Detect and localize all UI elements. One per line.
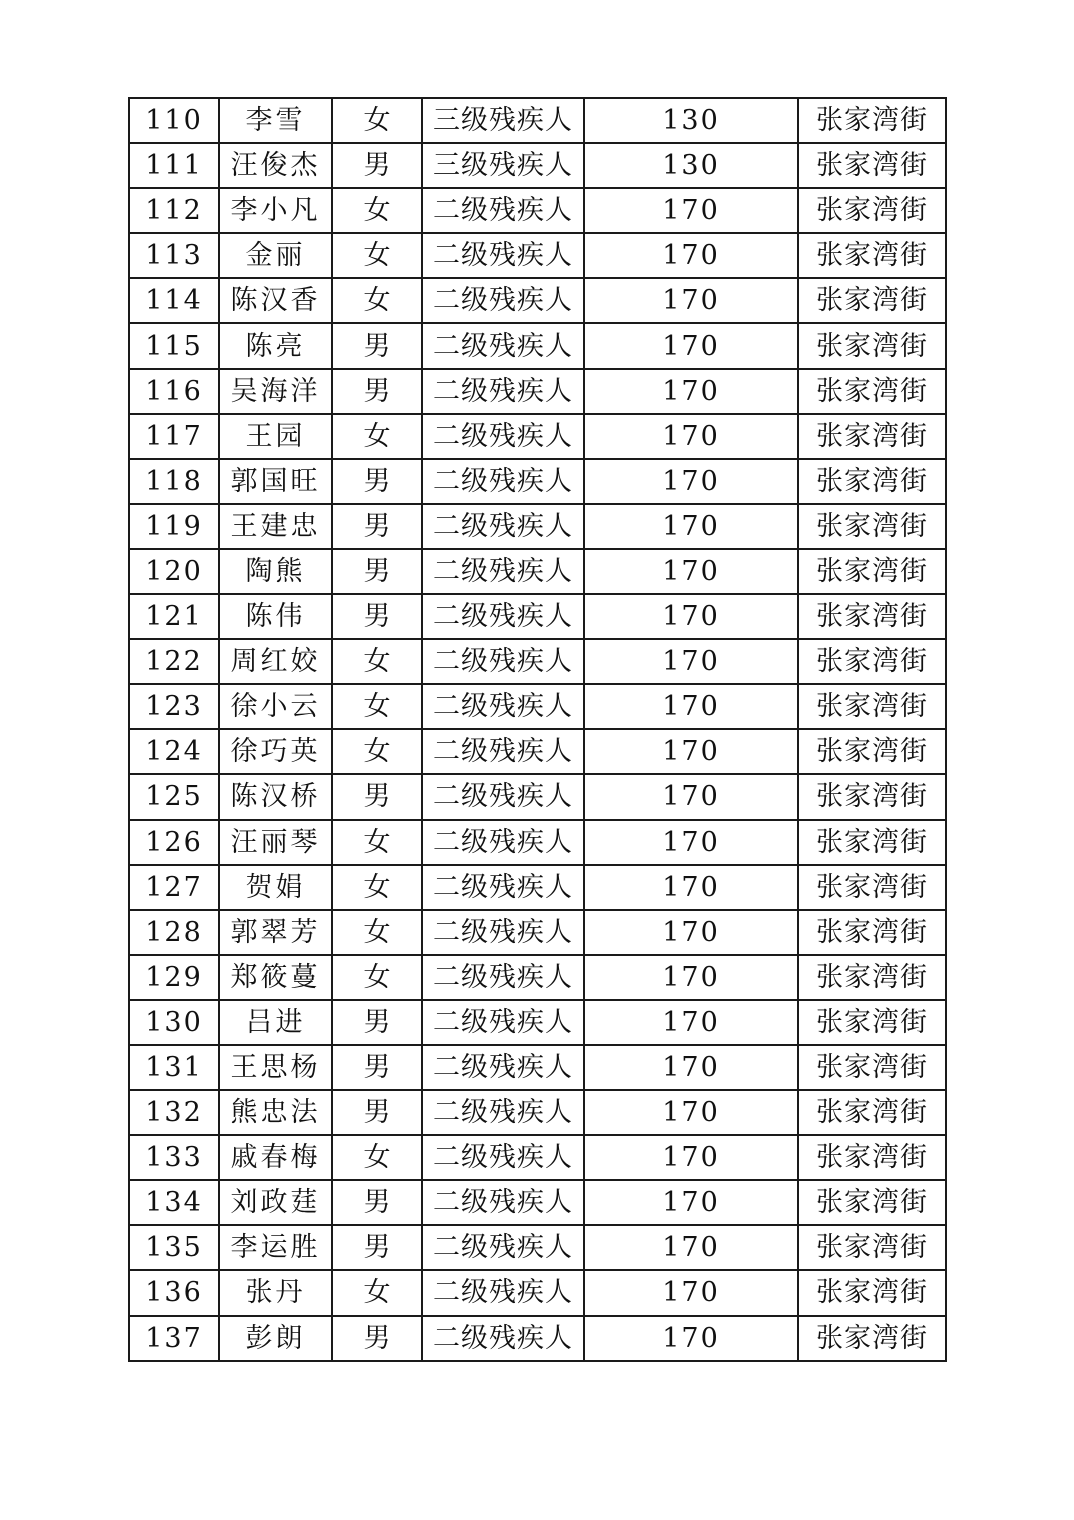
cell-street: 张家湾街 bbox=[798, 369, 946, 414]
cell-name: 郑筱蔓 bbox=[219, 955, 332, 1000]
cell-amount: 170 bbox=[584, 594, 798, 639]
cell-name: 金丽 bbox=[219, 233, 332, 278]
cell-gender: 男 bbox=[332, 1180, 422, 1225]
cell-gender: 男 bbox=[332, 1000, 422, 1045]
cell-amount: 170 bbox=[584, 414, 798, 459]
cell-gender: 男 bbox=[332, 594, 422, 639]
cell-number: 127 bbox=[129, 865, 219, 910]
cell-street: 张家湾街 bbox=[798, 143, 946, 188]
cell-amount: 170 bbox=[584, 774, 798, 819]
cell-street: 张家湾街 bbox=[798, 1045, 946, 1090]
cell-disability-level: 二级残疾人 bbox=[422, 459, 584, 504]
cell-name: 陈汉桥 bbox=[219, 774, 332, 819]
cell-disability-level: 二级残疾人 bbox=[422, 820, 584, 865]
cell-gender: 男 bbox=[332, 549, 422, 594]
cell-name: 吕进 bbox=[219, 1000, 332, 1045]
cell-street: 张家湾街 bbox=[798, 1090, 946, 1135]
cell-street: 张家湾街 bbox=[798, 684, 946, 729]
cell-street: 张家湾街 bbox=[798, 955, 946, 1000]
cell-amount: 170 bbox=[584, 549, 798, 594]
cell-amount: 170 bbox=[584, 369, 798, 414]
cell-disability-level: 二级残疾人 bbox=[422, 1180, 584, 1225]
cell-name: 徐小云 bbox=[219, 684, 332, 729]
table-row bbox=[129, 323, 946, 368]
cell-gender: 男 bbox=[332, 1225, 422, 1270]
cell-disability-level: 二级残疾人 bbox=[422, 729, 584, 774]
cell-gender: 女 bbox=[332, 639, 422, 684]
cell-number: 129 bbox=[129, 955, 219, 1000]
cell-amount: 170 bbox=[584, 1045, 798, 1090]
cell-amount: 170 bbox=[584, 820, 798, 865]
cell-number: 118 bbox=[129, 459, 219, 504]
cell-amount: 170 bbox=[584, 1090, 798, 1135]
table-row bbox=[129, 98, 946, 143]
table-row bbox=[129, 233, 946, 278]
cell-amount: 170 bbox=[584, 639, 798, 684]
cell-name: 陈汉香 bbox=[219, 278, 332, 323]
cell-number: 115 bbox=[129, 323, 219, 368]
cell-disability-level: 二级残疾人 bbox=[422, 865, 584, 910]
table-body bbox=[129, 98, 946, 1361]
cell-amount: 170 bbox=[584, 955, 798, 1000]
cell-gender: 男 bbox=[332, 323, 422, 368]
cell-number: 116 bbox=[129, 369, 219, 414]
cell-disability-level: 二级残疾人 bbox=[422, 774, 584, 819]
cell-street: 张家湾街 bbox=[798, 865, 946, 910]
cell-gender: 男 bbox=[332, 1316, 422, 1361]
table-row bbox=[129, 1045, 946, 1090]
table-row bbox=[129, 1090, 946, 1135]
cell-name: 郭国旺 bbox=[219, 459, 332, 504]
cell-amount: 170 bbox=[584, 729, 798, 774]
cell-name: 周红姣 bbox=[219, 639, 332, 684]
cell-number: 133 bbox=[129, 1135, 219, 1180]
cell-number: 126 bbox=[129, 820, 219, 865]
cell-disability-level: 二级残疾人 bbox=[422, 1045, 584, 1090]
cell-gender: 女 bbox=[332, 1135, 422, 1180]
cell-amount: 170 bbox=[584, 1000, 798, 1045]
cell-gender: 女 bbox=[332, 910, 422, 955]
table-row bbox=[129, 1135, 946, 1180]
cell-gender: 男 bbox=[332, 1045, 422, 1090]
cell-name: 张丹 bbox=[219, 1270, 332, 1315]
cell-amount: 170 bbox=[584, 1135, 798, 1180]
cell-street: 张家湾街 bbox=[798, 414, 946, 459]
cell-disability-level: 二级残疾人 bbox=[422, 1316, 584, 1361]
table-row bbox=[129, 729, 946, 774]
cell-disability-level: 二级残疾人 bbox=[422, 910, 584, 955]
cell-gender: 男 bbox=[332, 774, 422, 819]
cell-gender: 女 bbox=[332, 233, 422, 278]
cell-number: 137 bbox=[129, 1316, 219, 1361]
table-row bbox=[129, 143, 946, 188]
cell-amount: 170 bbox=[584, 1316, 798, 1361]
table-row bbox=[129, 369, 946, 414]
cell-disability-level: 二级残疾人 bbox=[422, 369, 584, 414]
cell-gender: 女 bbox=[332, 278, 422, 323]
cell-disability-level: 二级残疾人 bbox=[422, 549, 584, 594]
cell-disability-level: 二级残疾人 bbox=[422, 639, 584, 684]
cell-number: 124 bbox=[129, 729, 219, 774]
cell-number: 113 bbox=[129, 233, 219, 278]
cell-amount: 130 bbox=[584, 143, 798, 188]
cell-name: 汪丽琴 bbox=[219, 820, 332, 865]
cell-amount: 170 bbox=[584, 1225, 798, 1270]
cell-street: 张家湾街 bbox=[798, 188, 946, 233]
cell-street: 张家湾街 bbox=[798, 1135, 946, 1180]
cell-disability-level: 二级残疾人 bbox=[422, 233, 584, 278]
cell-disability-level: 二级残疾人 bbox=[422, 1270, 584, 1315]
cell-name: 彭朗 bbox=[219, 1316, 332, 1361]
cell-amount: 170 bbox=[584, 1180, 798, 1225]
cell-number: 121 bbox=[129, 594, 219, 639]
cell-number: 130 bbox=[129, 1000, 219, 1045]
table-row bbox=[129, 459, 946, 504]
table-row bbox=[129, 684, 946, 729]
cell-amount: 170 bbox=[584, 684, 798, 729]
table-row bbox=[129, 1225, 946, 1270]
cell-number: 110 bbox=[129, 98, 219, 143]
cell-gender: 男 bbox=[332, 459, 422, 504]
cell-gender: 男 bbox=[332, 369, 422, 414]
cell-name: 李运胜 bbox=[219, 1225, 332, 1270]
cell-disability-level: 二级残疾人 bbox=[422, 278, 584, 323]
table-row bbox=[129, 504, 946, 549]
cell-gender: 女 bbox=[332, 414, 422, 459]
cell-street: 张家湾街 bbox=[798, 1270, 946, 1315]
cell-name: 王建忠 bbox=[219, 504, 332, 549]
cell-amount: 170 bbox=[584, 459, 798, 504]
cell-street: 张家湾街 bbox=[798, 729, 946, 774]
cell-street: 张家湾街 bbox=[798, 98, 946, 143]
cell-disability-level: 二级残疾人 bbox=[422, 1000, 584, 1045]
cell-street: 张家湾街 bbox=[798, 639, 946, 684]
cell-amount: 170 bbox=[584, 865, 798, 910]
cell-amount: 170 bbox=[584, 910, 798, 955]
cell-number: 117 bbox=[129, 414, 219, 459]
cell-name: 李雪 bbox=[219, 98, 332, 143]
cell-street: 张家湾街 bbox=[798, 910, 946, 955]
cell-gender: 女 bbox=[332, 98, 422, 143]
cell-name: 熊忠法 bbox=[219, 1090, 332, 1135]
cell-amount: 170 bbox=[584, 1270, 798, 1315]
cell-street: 张家湾街 bbox=[798, 1000, 946, 1045]
cell-street: 张家湾街 bbox=[798, 1316, 946, 1361]
cell-number: 131 bbox=[129, 1045, 219, 1090]
cell-disability-level: 二级残疾人 bbox=[422, 323, 584, 368]
cell-name: 汪俊杰 bbox=[219, 143, 332, 188]
cell-street: 张家湾街 bbox=[798, 459, 946, 504]
cell-amount: 130 bbox=[584, 98, 798, 143]
cell-street: 张家湾街 bbox=[798, 820, 946, 865]
table-row bbox=[129, 955, 946, 1000]
cell-disability-level: 二级残疾人 bbox=[422, 188, 584, 233]
cell-name: 戚春梅 bbox=[219, 1135, 332, 1180]
cell-amount: 170 bbox=[584, 504, 798, 549]
cell-number: 135 bbox=[129, 1225, 219, 1270]
cell-street: 张家湾街 bbox=[798, 233, 946, 278]
cell-amount: 170 bbox=[584, 278, 798, 323]
cell-amount: 170 bbox=[584, 188, 798, 233]
cell-street: 张家湾街 bbox=[798, 278, 946, 323]
cell-name: 李小凡 bbox=[219, 188, 332, 233]
cell-disability-level: 二级残疾人 bbox=[422, 1225, 584, 1270]
table-row bbox=[129, 414, 946, 459]
cell-street: 张家湾街 bbox=[798, 774, 946, 819]
cell-number: 132 bbox=[129, 1090, 219, 1135]
cell-amount: 170 bbox=[584, 233, 798, 278]
table-row bbox=[129, 188, 946, 233]
cell-disability-level: 二级残疾人 bbox=[422, 504, 584, 549]
cell-name: 陶熊 bbox=[219, 549, 332, 594]
cell-number: 120 bbox=[129, 549, 219, 594]
cell-number: 111 bbox=[129, 143, 219, 188]
cell-gender: 男 bbox=[332, 1090, 422, 1135]
cell-disability-level: 二级残疾人 bbox=[422, 594, 584, 639]
cell-gender: 女 bbox=[332, 955, 422, 1000]
cell-disability-level: 三级残疾人 bbox=[422, 98, 584, 143]
table-row bbox=[129, 910, 946, 955]
table-row bbox=[129, 549, 946, 594]
cell-street: 张家湾街 bbox=[798, 594, 946, 639]
table-row bbox=[129, 774, 946, 819]
cell-amount: 170 bbox=[584, 323, 798, 368]
cell-name: 陈亮 bbox=[219, 323, 332, 368]
cell-gender: 男 bbox=[332, 504, 422, 549]
table-row bbox=[129, 820, 946, 865]
cell-street: 张家湾街 bbox=[798, 549, 946, 594]
cell-street: 张家湾街 bbox=[798, 323, 946, 368]
table-row bbox=[129, 1270, 946, 1315]
cell-disability-level: 二级残疾人 bbox=[422, 955, 584, 1000]
cell-disability-level: 二级残疾人 bbox=[422, 1135, 584, 1180]
cell-gender: 女 bbox=[332, 820, 422, 865]
cell-name: 郭翠芳 bbox=[219, 910, 332, 955]
cell-number: 123 bbox=[129, 684, 219, 729]
cell-number: 122 bbox=[129, 639, 219, 684]
cell-street: 张家湾街 bbox=[798, 1225, 946, 1270]
cell-name: 王思杨 bbox=[219, 1045, 332, 1090]
cell-gender: 女 bbox=[332, 729, 422, 774]
cell-name: 贺娟 bbox=[219, 865, 332, 910]
disability-subsidy-table bbox=[128, 97, 947, 1362]
table-row bbox=[129, 1180, 946, 1225]
cell-gender: 男 bbox=[332, 143, 422, 188]
cell-number: 136 bbox=[129, 1270, 219, 1315]
cell-name: 陈伟 bbox=[219, 594, 332, 639]
cell-number: 125 bbox=[129, 774, 219, 819]
table-row bbox=[129, 865, 946, 910]
table-row bbox=[129, 639, 946, 684]
cell-gender: 女 bbox=[332, 684, 422, 729]
table-row bbox=[129, 278, 946, 323]
cell-number: 114 bbox=[129, 278, 219, 323]
cell-number: 128 bbox=[129, 910, 219, 955]
cell-street: 张家湾街 bbox=[798, 504, 946, 549]
cell-gender: 女 bbox=[332, 865, 422, 910]
table-row bbox=[129, 1316, 946, 1361]
table-row bbox=[129, 594, 946, 639]
table-row bbox=[129, 1000, 946, 1045]
cell-disability-level: 二级残疾人 bbox=[422, 1090, 584, 1135]
cell-name: 徐巧英 bbox=[219, 729, 332, 774]
cell-disability-level: 二级残疾人 bbox=[422, 414, 584, 459]
cell-number: 112 bbox=[129, 188, 219, 233]
cell-name: 刘政莛 bbox=[219, 1180, 332, 1225]
cell-disability-level: 二级残疾人 bbox=[422, 684, 584, 729]
cell-street: 张家湾街 bbox=[798, 1180, 946, 1225]
cell-number: 119 bbox=[129, 504, 219, 549]
cell-name: 王园 bbox=[219, 414, 332, 459]
cell-name: 吴海洋 bbox=[219, 369, 332, 414]
cell-number: 134 bbox=[129, 1180, 219, 1225]
cell-gender: 女 bbox=[332, 1270, 422, 1315]
cell-disability-level: 三级残疾人 bbox=[422, 143, 584, 188]
cell-gender: 女 bbox=[332, 188, 422, 233]
